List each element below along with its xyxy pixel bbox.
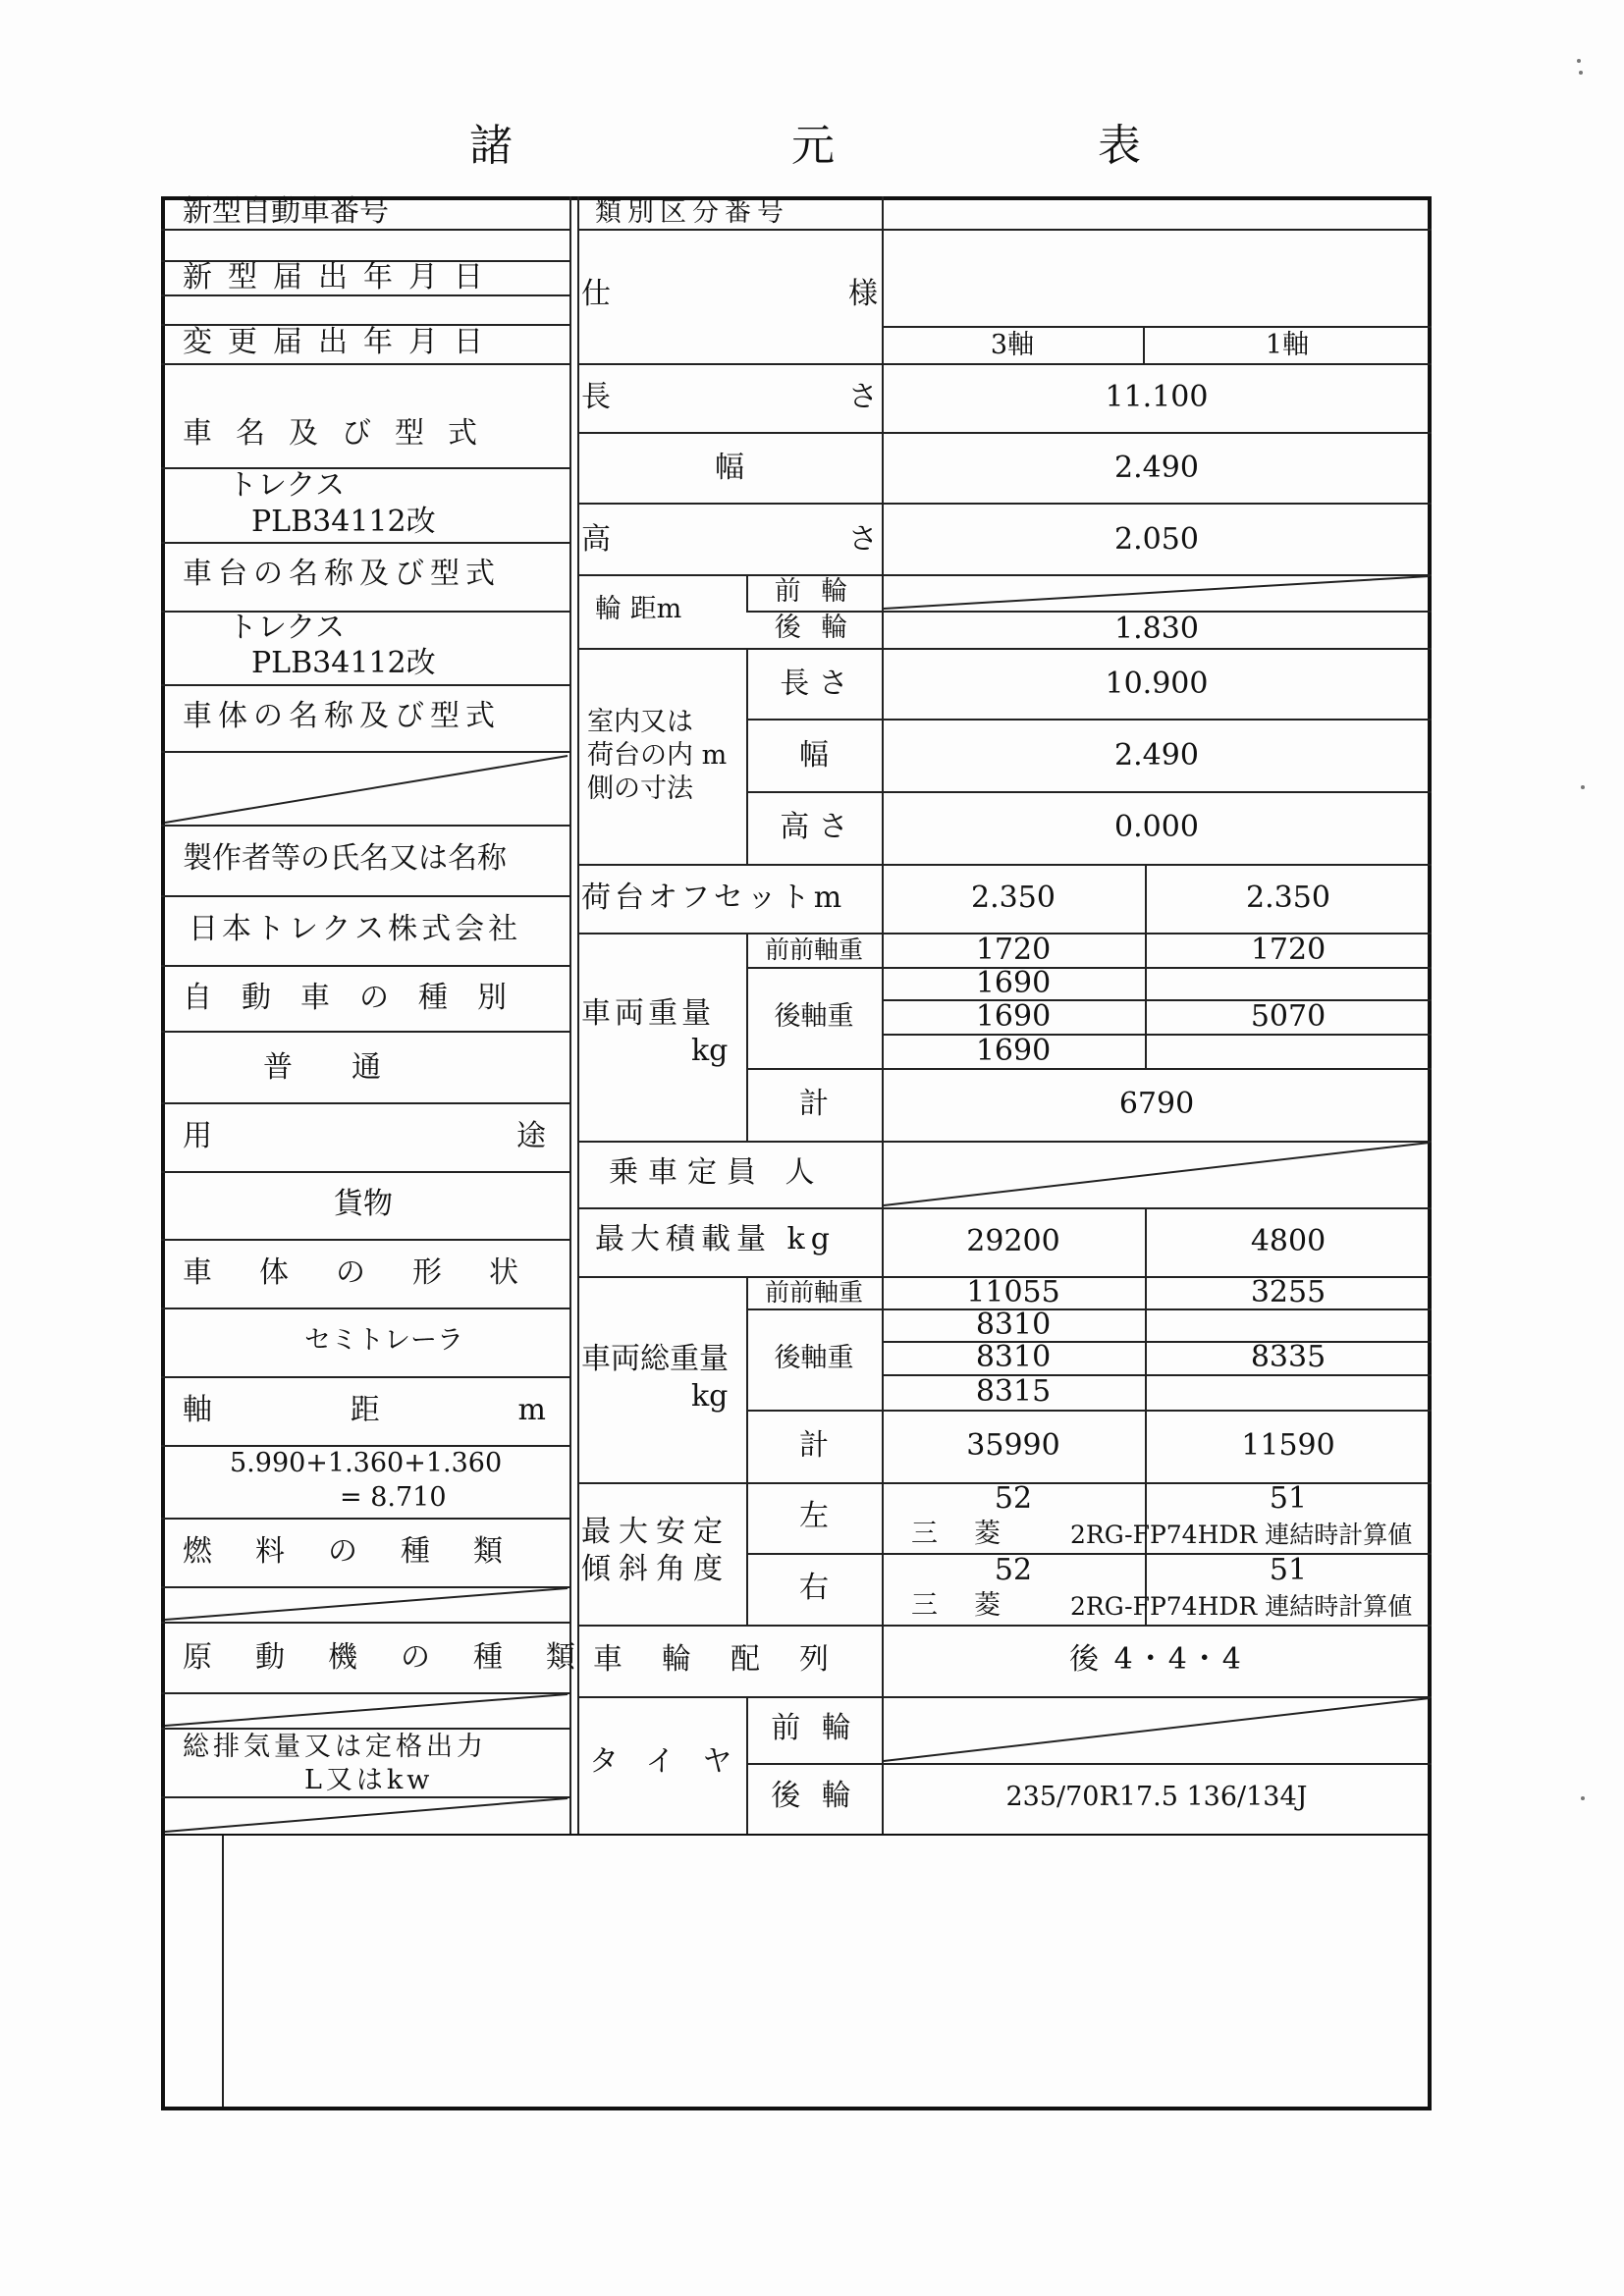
wheel-arrangement-value: 後 4・4・4 [1069,1642,1244,1677]
interior-label-line3: 側の寸法 [587,774,693,804]
stability-left-value-1: 51 [1269,1481,1308,1516]
gross-front-value-1: 3255 [1250,1275,1326,1309]
row-line [161,1308,569,1309]
maker-label: 製作者等の氏名又は名称 [183,841,507,876]
axle-head-1: 1軸 [1265,330,1310,360]
row-line [577,864,1432,866]
length-value: 11.100 [1105,380,1209,414]
row-line [746,1410,1432,1412]
row-line [161,1102,569,1104]
stability-label-line1: 最大安定 [581,1515,731,1549]
interior-label-line2: 荷台の内 m [587,740,728,771]
interior-width-value: 2.490 [1114,738,1199,773]
row-line [746,1553,1432,1555]
title-char-2: 元 [791,121,837,171]
row-line [161,1622,569,1624]
change-notice-date-label: 変更届出年月日 [183,325,499,359]
interior-height-label: 高 さ [780,810,848,844]
name-model-value-line2: PLB34112改 [251,505,436,539]
row-line [161,965,569,967]
name-model-label: 車名及び型式 [183,416,501,451]
document-title [0,110,1624,169]
chassis-value-line2: PLB34112改 [251,646,436,680]
row-line [577,1696,1432,1698]
row-line [161,229,569,231]
row-line [577,574,1432,576]
stability-right-label: 右 [799,1571,829,1605]
tractor-mfr-left-2: 菱 [974,1519,1001,1549]
tire-rear-value: 235/70R17.5 136/134J [1005,1782,1308,1812]
table-bottom-line [161,1834,1432,1836]
weight-total-value: 6790 [1118,1087,1195,1121]
interior-width-label: 幅 [799,738,829,773]
row-line [161,895,569,897]
new-notice-date-label: 新型届出年月日 [183,260,499,294]
gross-total-value-3: 35990 [966,1428,1060,1463]
row-line [161,1445,569,1447]
tractor-mfr-right-2: 菱 [974,1590,1001,1621]
row-line [161,751,569,753]
gross-weight-unit: kg [691,1379,729,1414]
row-line [577,1207,1432,1209]
stability-left-value-3: 52 [994,1481,1033,1516]
row-line [577,1141,1432,1143]
row-line [746,791,1432,793]
wheelbase-value-line1: 5.990+1.360+1.360 [230,1448,503,1478]
row-line [161,1728,569,1730]
row-line [746,719,1432,721]
weight-rear-value-c: 1690 [975,1034,1052,1068]
weight-rear-axle-label: 後軸重 [774,1001,854,1032]
row-line [882,1034,1432,1036]
row-line [161,542,569,544]
scan-speck [1581,785,1585,789]
wheel-arrangement-label: 車輪配列 [593,1642,868,1677]
scan-speck [1579,71,1583,75]
gross-rear-value-b: 8310 [975,1340,1052,1374]
gross-rear-value-1axle: 8335 [1250,1340,1326,1374]
width-label: 幅 [715,451,744,485]
max-load-label: 最大積載量 kg [595,1222,836,1256]
chassis-value-line1: トレクス [228,611,346,645]
gross-front-front-label: 前前軸重 [764,1278,863,1307]
row-line [577,432,1432,434]
gross-rear-value-c: 8315 [975,1374,1052,1409]
maker-value: 日本トレクス株式会社 [189,912,522,946]
row-line [882,1374,1432,1376]
tire-front-label: 前 輪 [771,1711,857,1745]
row-line [161,1171,569,1173]
wheelbase-value-line2: = 8.710 [340,1482,447,1513]
fuel-label: 燃料の種類 [183,1534,546,1569]
row-line [161,1031,569,1033]
row-line [577,363,1432,365]
max-load-value-3: 29200 [966,1224,1060,1258]
tire-rear-label: 後 輪 [771,1779,857,1813]
shape-label: 車体の形状 [183,1255,566,1290]
row-line [577,229,1432,231]
weight-front-value-1: 1720 [1250,933,1326,967]
row-line [161,825,569,827]
length-label: 長 さ [581,380,878,414]
interior-length-label: 長 さ [780,667,848,701]
body-label: 車体の名称及び型式 [183,699,501,733]
capacity-label: 乗車定員 人 [609,1155,825,1190]
scan-speck [1581,1796,1585,1800]
height-label: 高 さ [581,522,878,557]
chassis-label: 車台の名称及び型式 [183,557,501,591]
max-load-value-1: 4800 [1250,1224,1326,1258]
tractor-mfr-left-1: 三 [911,1519,938,1549]
right-column-divider [577,196,579,1834]
row-line [161,1692,569,1694]
gross-rear-axle-label: 後軸重 [774,1343,854,1373]
remarks-margin-line [222,1834,224,2107]
width-value: 2.490 [1114,451,1199,485]
weight-front-front-label: 前前軸重 [764,935,863,964]
vehicle-weight-unit: kg [691,1034,729,1068]
weight-rear-value-a: 1690 [975,966,1052,1000]
row-line [161,1518,569,1520]
height-value: 2.050 [1114,522,1199,557]
row-line [161,363,569,365]
gross-total-value-1: 11590 [1241,1428,1335,1463]
weight-rear-value-b: 1690 [975,999,1052,1034]
stability-label-line2: 傾斜角度 [581,1552,731,1586]
row-line [746,1763,1432,1765]
gross-weight-label: 車両総重量 [581,1342,729,1376]
row-line [161,1239,569,1241]
interior-height-value: 0.000 [1114,810,1199,844]
category-value: 普通 [263,1050,440,1085]
weight-front-value-3: 1720 [975,933,1052,967]
displacement-label-line2: L又はkw [304,1765,434,1795]
row-line [161,684,569,686]
tread-rear-value: 1.830 [1114,612,1199,646]
row-line [577,648,1432,650]
row-line [161,1586,569,1588]
displacement-label-line1: 総排気量又は定格出力 [183,1732,487,1762]
engine-label: 原動機の種類 [183,1640,619,1675]
row-line [577,503,1432,505]
row-line [882,999,1432,1001]
gross-total-label: 計 [799,1428,829,1463]
tractor-mfr-right-1: 三 [911,1590,938,1621]
gross-rear-value-a: 8310 [975,1308,1052,1342]
left-column-divider [569,196,571,1834]
row-line [161,1376,569,1378]
tractor-model-left: 2RG-FP74HDR 連結時計算値 [1070,1521,1413,1549]
tractor-model-right: 2RG-FP74HDR 連結時計算値 [1070,1592,1413,1621]
shape-value: セミトレーラ [304,1325,463,1356]
offset-value-3: 2.350 [971,881,1056,915]
stability-right-value-3: 52 [994,1553,1033,1587]
wheelbase-label: 軸 距 m [183,1393,546,1427]
tread-rear-label: 後 輪 [774,613,854,643]
gross-front-value-3: 11055 [966,1275,1060,1309]
row-line [161,467,569,469]
row-line [882,326,1432,328]
axle-head-3: 3軸 [990,330,1035,360]
row-line [161,611,569,613]
scan-speck [1577,59,1581,63]
stability-right-value-1: 51 [1269,1553,1308,1587]
tread-label: 輪 距m [595,594,682,624]
category-label: 自動車の種別 [183,981,536,1015]
interior-label-line1: 室内又は [587,707,693,737]
use-value: 貨物 [334,1187,393,1221]
tire-label: タイヤ [589,1744,760,1779]
title-char-1: 諸 [469,121,514,171]
class-number-label: 類別区分番号 [595,197,789,228]
row-line [746,1068,1432,1070]
title-char-3: 表 [1098,121,1143,171]
row-line [161,294,569,296]
vehicle-weight-label: 車両重量 [581,996,715,1031]
row-line [161,1796,569,1798]
row-line [577,1625,1432,1627]
spec-label: 仕 様 [581,277,878,311]
offset-value-1: 2.350 [1246,881,1330,915]
weight-total-label: 計 [799,1087,829,1121]
stability-left-label: 左 [799,1499,829,1533]
name-model-value-line1: トレクス [228,468,346,503]
spec-table-frame [161,196,1432,2110]
tread-front-label: 前 輪 [774,576,854,607]
offset-label: 荷台オフセットm [581,881,846,915]
weight-rear-value-1axle: 5070 [1250,999,1326,1034]
use-label: 用 途 [183,1119,546,1153]
interior-length-value: 10.900 [1105,667,1209,701]
new-model-number-label: 新型自動車番号 [183,194,389,229]
